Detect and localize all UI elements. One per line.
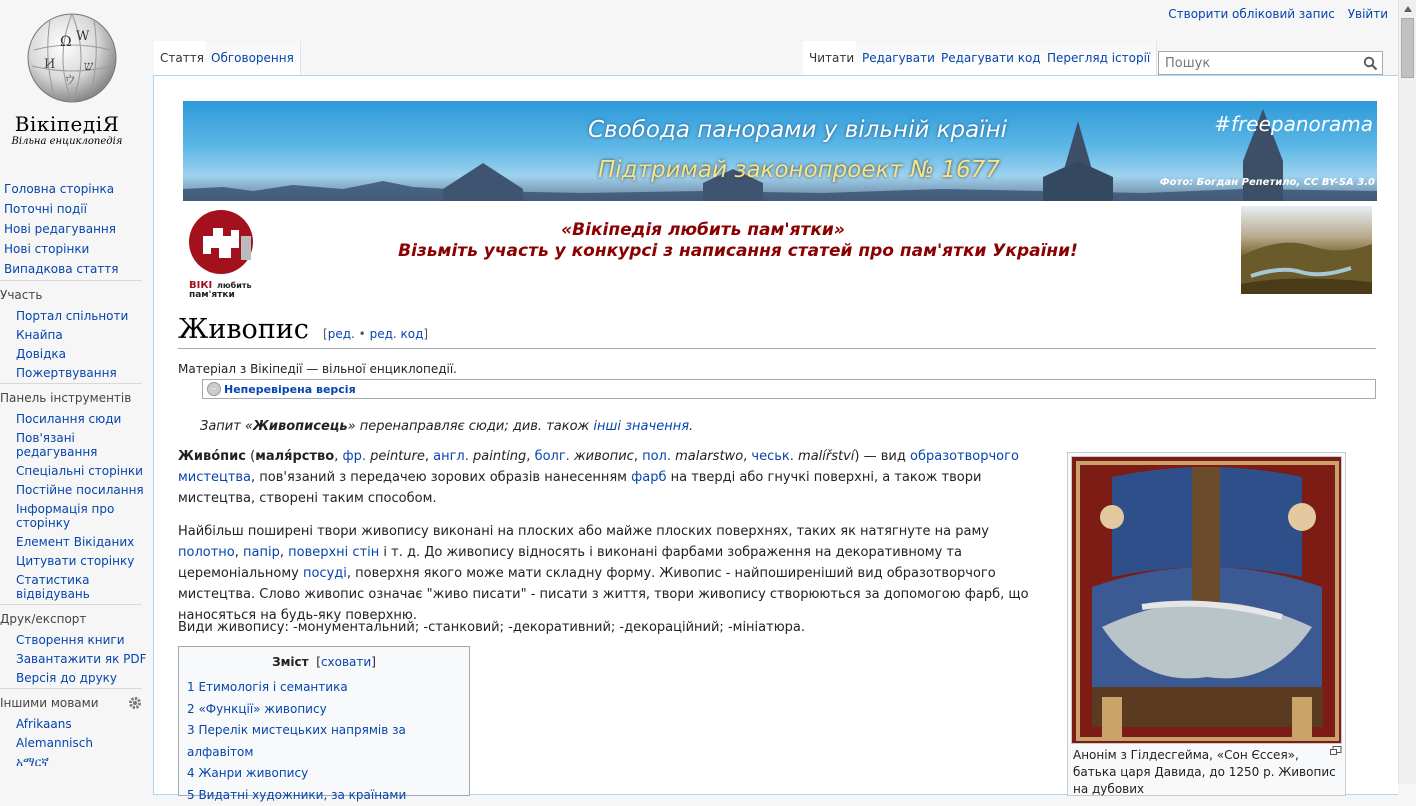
text: ,: [743, 449, 752, 464]
hatnote: [200, 419, 693, 434]
sidebar-item-permanent-link[interactable]: Постійне посилання: [16, 483, 144, 497]
unchecked-icon: –: [207, 382, 221, 396]
site-tagline: Матеріал з Вікіпедії — вільної енциклопедії.: [178, 362, 457, 376]
landscape-illustration: [1241, 206, 1372, 294]
lang-link-pl[interactable]: пол.: [642, 449, 671, 464]
sidebar-item-lang-afrikaans[interactable]: Afrikaans: [16, 717, 72, 731]
languages-portal: [0, 688, 152, 772]
paragraph-types: Види живопису: -монументальний; -станковий; -декоративний; -декораційний; -мініатюра.: [178, 620, 806, 635]
hatnote-disambig-link[interactable]: інші значення: [593, 419, 690, 434]
participation-heading[interactable]: Участь: [0, 280, 142, 307]
sidebar-item-village-pump[interactable]: Кнайпа: [16, 328, 63, 342]
text: , поверхня якого може мати складну форму. Живопис - найпоширеніший вид образотворчого мистецтва. Слово живопис означає "живо писати" - писати з життя, твори живопису створюються за допомогою фарб, що наносяться на будь-яку поверхню.: [178, 566, 1029, 623]
tab-history[interactable]: Перегляд історії: [1041, 41, 1157, 75]
logo-tagline: Вільна енциклопедія: [11, 136, 123, 147]
sidebar-item-create-book[interactable]: Створення книги: [16, 633, 125, 647]
toc-item[interactable]: 3 Перелік мистецьких напрямів за алфавітом: [187, 723, 406, 759]
wlm-logo-text-3: пам'ятки: [189, 290, 235, 298]
search-input[interactable]: [1165, 56, 1355, 71]
content-area: [153, 75, 1398, 802]
jesse-painting-illustration: [1072, 457, 1342, 744]
term-bold: Живо́пис: [178, 449, 246, 464]
table-of-contents: [178, 646, 470, 802]
first-heading: [178, 314, 1376, 349]
edit-close-bracket: ]: [423, 327, 429, 341]
edit-link[interactable]: ред.: [327, 327, 355, 341]
text: ,: [424, 449, 434, 464]
caption-text: Анонім з Гілдесгейма, «Сон Єссея», батька царя Давида, до 1250 р. Живопис на дубових: [1073, 748, 1336, 796]
wikipedia-globe-icon: [24, 10, 120, 106]
section-edit-links: [323, 327, 428, 341]
sidebar-item-what-links-here[interactable]: Посилання сюди: [16, 412, 122, 426]
sidebar-item-lang-alemannisch[interactable]: Alemannisch: [16, 736, 93, 750]
paragraph-surfaces: [178, 521, 1048, 626]
svg-text:ש: ש: [84, 59, 94, 74]
sidebar-item-cite-page[interactable]: Цитувати сторінку: [16, 554, 135, 568]
hatnote-suffix: .: [689, 419, 694, 434]
create-account-link[interactable]: Створити обліковий запис: [1168, 7, 1335, 21]
word-fr: peinture: [365, 449, 425, 464]
tab-read[interactable]: Читати: [803, 41, 861, 75]
term-alt: маля́рство: [255, 449, 335, 464]
participation-portal: [0, 280, 152, 383]
languages-heading[interactable]: Іншими мовами: [0, 696, 99, 710]
banner-title: Свобода панорами у вільній країні: [588, 117, 1008, 143]
scroll-up-arrow-icon[interactable]: [1399, 0, 1416, 17]
gear-icon[interactable]: [128, 696, 142, 710]
text: на тверді або гнучкі поверхні, а також твори мистецтва, створені таким способом.: [178, 470, 982, 506]
toc-title: Зміст: [272, 655, 309, 669]
toc-hide-open: [: [316, 655, 321, 669]
sidebar: [0, 180, 152, 772]
link-wall-surfaces[interactable]: поверхні стін: [288, 545, 380, 560]
wlm-landscape-photo[interactable]: [1241, 206, 1372, 294]
wikipedia-logo[interactable]: [0, 0, 152, 160]
toc-item[interactable]: 1 Етимологія і семантика: [187, 680, 348, 694]
tab-edit[interactable]: Редагувати: [856, 41, 942, 75]
sidebar-item-related-changes[interactable]: Пов'язані редагування: [16, 431, 98, 459]
page-title: Живопис: [178, 314, 309, 345]
thumbnail-figure: [1067, 452, 1346, 796]
hatnote-middle: » перенаправляє сюди; див. також: [347, 419, 594, 434]
svg-text:Ω: Ω: [60, 34, 72, 50]
toc-hide-toggle[interactable]: сховати: [320, 655, 372, 669]
paragraph-intro: [178, 446, 1048, 509]
sidebar-item-page-info[interactable]: Інформація про сторінку: [16, 502, 115, 530]
sidebar-item-printable[interactable]: Версія до друку: [16, 671, 118, 685]
link-paper[interactable]: папір: [243, 545, 280, 560]
toc-item[interactable]: 4 Жанри живопису: [187, 766, 309, 780]
navigation-portal: [0, 180, 152, 280]
sidebar-item-community-portal[interactable]: Портал спільноти: [16, 309, 129, 323]
toc-hide-close: ]: [371, 655, 376, 669]
sidebar-item-download-pdf[interactable]: Завантажити як PDF: [16, 652, 147, 666]
tools-heading[interactable]: Панель інструментів: [0, 383, 142, 410]
lang-link-cs[interactable]: чеськ.: [751, 449, 794, 464]
text: , пов'язаний з передачею зорових образів нанесенням: [251, 470, 632, 485]
tools-portal: [0, 383, 152, 604]
print-portal: [0, 604, 152, 688]
wlm-logo-text-2: любить: [217, 281, 252, 290]
lang-link-fr[interactable]: фр.: [342, 449, 366, 464]
text: Найбільш поширені твори живопису виконані на плоских або майже плоских поверхнях, таких як натягнуте на раму: [178, 524, 989, 539]
text: ) — вид: [854, 449, 910, 464]
sidebar-item-help[interactable]: Довідка: [16, 347, 67, 361]
page-scrollbar[interactable]: [1398, 0, 1416, 784]
sidebar-item-new-pages[interactable]: Нові сторінки: [4, 242, 90, 256]
edit-open-bracket: [: [323, 327, 328, 341]
scroll-thumb[interactable]: [1401, 18, 1414, 78]
flagged-revision-box[interactable]: [202, 379, 1376, 399]
text: (: [245, 449, 256, 464]
word-bg: живопис: [569, 449, 634, 464]
tab-talk[interactable]: Обговорення: [205, 41, 301, 75]
login-link[interactable]: Увійти: [1347, 7, 1388, 21]
enlarge-icon[interactable]: [1330, 746, 1342, 756]
wlm-title[interactable]: «Вікіпедія любить пам'ятки»: [561, 220, 845, 240]
painting-image[interactable]: [1071, 456, 1342, 744]
sidebar-item-recent-changes[interactable]: Нові редагування: [4, 222, 116, 236]
freepanorama-banner[interactable]: [183, 101, 1377, 201]
link-tableware[interactable]: посуді: [303, 566, 347, 581]
flagged-status[interactable]: Неперевірена версія: [224, 382, 356, 396]
search-icon[interactable]: [1363, 56, 1378, 71]
toc-item[interactable]: 5 Видатні художники, за країнами: [187, 787, 407, 802]
sidebar-item-current-events[interactable]: Поточні події: [4, 202, 87, 216]
text: ,: [234, 545, 244, 560]
wlm-subtitle[interactable]: Візьміть участь у конкурсі з написання статей про пам'ятки України!: [398, 241, 1078, 261]
hatnote-prefix: Запит «: [200, 419, 253, 434]
sidebar-item-random-article[interactable]: Випадкова стаття: [4, 262, 119, 276]
lang-link-bg[interactable]: болг.: [534, 449, 570, 464]
sidebar-item-main-page[interactable]: Головна сторінка: [4, 182, 115, 196]
word-cs: malířství: [793, 449, 855, 464]
word-en: painting: [468, 449, 527, 464]
sidebar-item-wikidata-item[interactable]: Елемент Вікіданих: [16, 535, 135, 549]
print-heading[interactable]: Друк/експорт: [0, 604, 142, 631]
text: ,: [526, 449, 535, 464]
sidebar-item-page-stats[interactable]: Статистика відвідувань: [16, 573, 90, 601]
toc-header: [187, 655, 461, 669]
wordmark: ВікіпедіЯ: [14, 112, 120, 136]
edit-code-link[interactable]: ред. код: [369, 327, 424, 341]
tab-edit-code[interactable]: Редагувати код: [935, 41, 1048, 75]
personal-tools: [1159, 7, 1388, 21]
edit-separator: •: [354, 327, 370, 341]
sidebar-item-lang-amharic[interactable]: አማርኛ: [16, 755, 49, 769]
word-pl: malarstwo: [671, 449, 744, 464]
thumbnail-caption: [1071, 744, 1342, 798]
link-visual-arts[interactable]: образотворчого мистецтва: [178, 449, 1019, 485]
svg-text:W: W: [76, 29, 90, 44]
text: ,: [334, 449, 343, 464]
hatnote-term: Живописець: [252, 419, 348, 434]
lang-link-en[interactable]: англ.: [433, 449, 469, 464]
link-canvas[interactable]: полотно: [178, 545, 235, 560]
search-box: [1158, 51, 1383, 75]
text: ,: [633, 449, 643, 464]
svg-text:ウ: ウ: [64, 73, 77, 87]
sidebar-item-donate[interactable]: Пожертвування: [16, 366, 117, 380]
tab-article[interactable]: Стаття: [154, 41, 211, 75]
text: ,: [279, 545, 289, 560]
text: і т. д. До живопису відносять і виконані фарбами зображення на декоративному та церемоніальному: [178, 545, 962, 581]
toc-item[interactable]: 2 «Функції» живопису: [187, 701, 327, 716]
languages-heading-row: [0, 688, 142, 715]
banner-photo-credit: Фото: Богдан Репетило, CC BY-SA 3.0: [1159, 177, 1375, 188]
wiki-loves-monuments-notice: [183, 206, 1377, 298]
sidebar-item-special-pages[interactable]: Спеціальні сторінки: [16, 464, 143, 478]
svg-text:И: И: [44, 57, 56, 72]
wlm-logo-text-1: ВІКІ: [189, 280, 213, 291]
banner-hashtag: #freepanorama: [1214, 112, 1373, 136]
link-paints[interactable]: фарб: [631, 470, 667, 485]
banner-subtitle: Підтримай законопроект № 1677: [598, 157, 1000, 183]
